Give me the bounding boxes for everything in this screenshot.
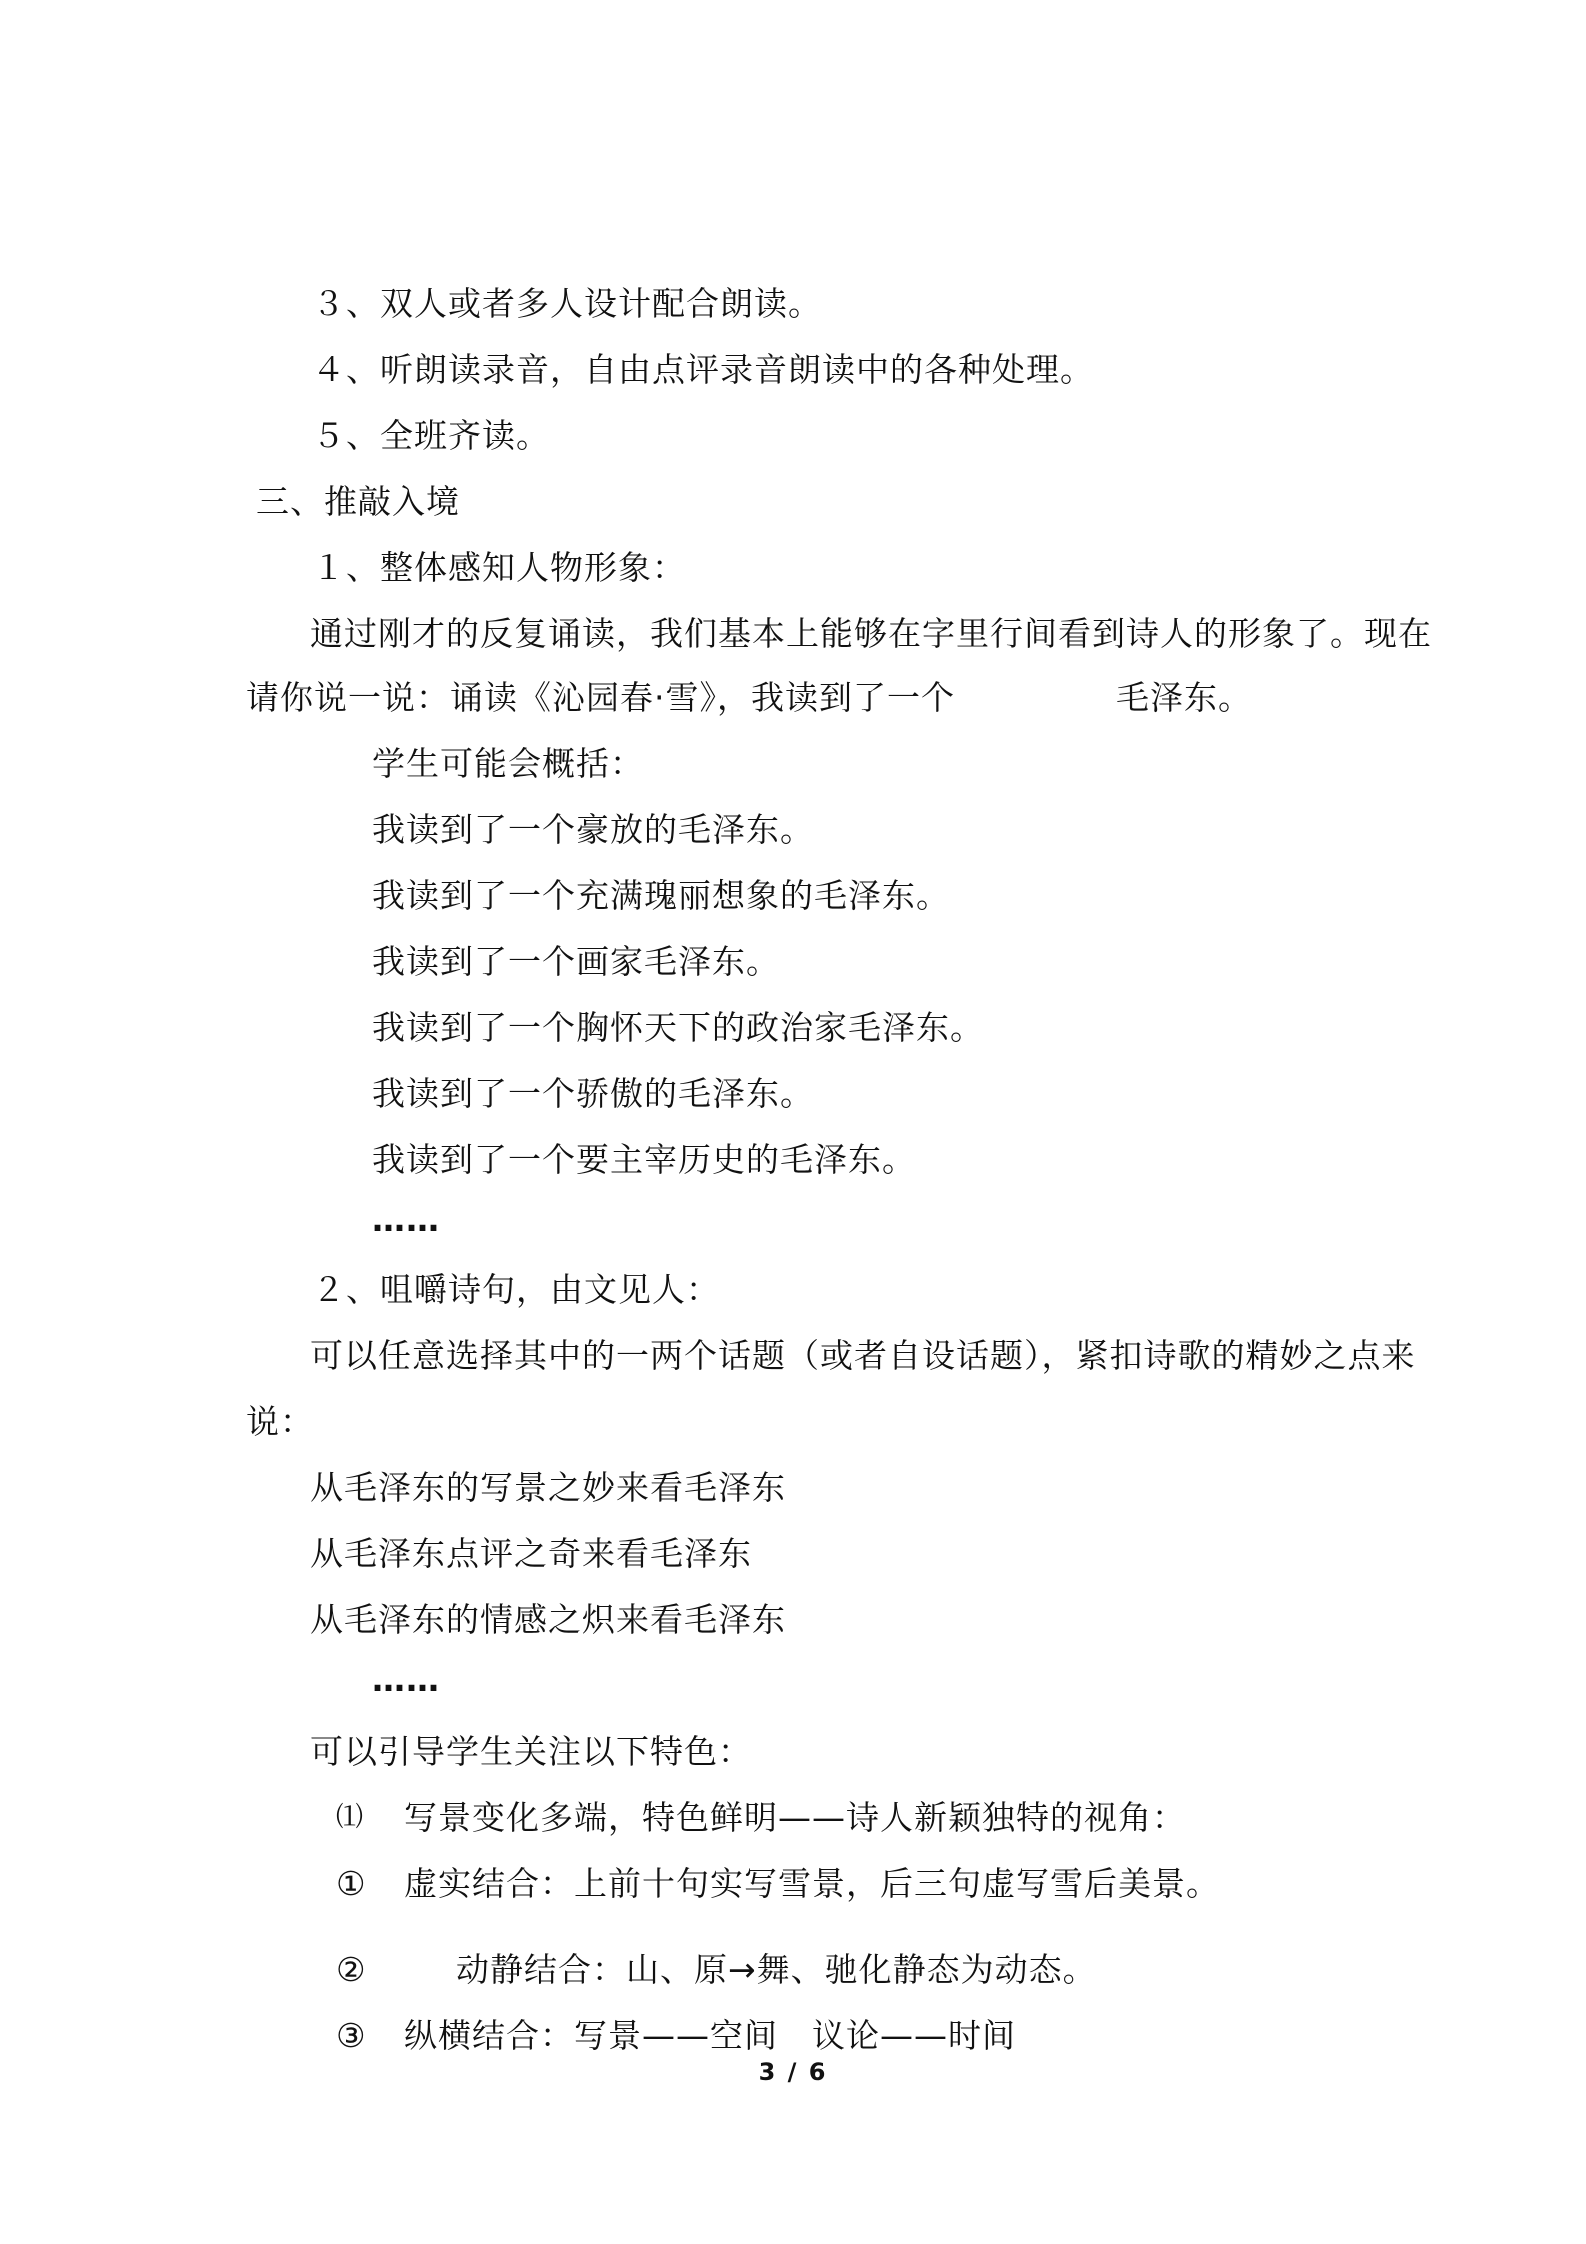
- list-marker: ②: [336, 1950, 367, 1989]
- list-item: 从毛泽东点评之奇来看毛泽东: [310, 1534, 752, 1573]
- page-number: 3 / 6: [758, 2058, 828, 2086]
- list-marker: ①: [336, 1864, 367, 1903]
- list-item: 我读到了一个画家毛泽东。: [372, 942, 780, 981]
- list-item: 我读到了一个豪放的毛泽东。: [372, 810, 814, 849]
- section-heading: 三、推敲入境: [256, 482, 460, 521]
- text-line: 可以任意选择其中的一两个话题（或者自设话题），紧扣诗歌的精妙之点来: [310, 1336, 1416, 1375]
- list-item: 我读到了一个胸怀天下的政治家毛泽东。: [372, 1008, 984, 1047]
- text-line: ５、全班齐读。: [312, 416, 550, 455]
- list-item: 动静结合：山、原→舞、驰化静态为动态。: [456, 1950, 1097, 1989]
- ellipsis: ……: [372, 1200, 440, 1239]
- list-item: 虚实结合：上前十句实写雪景，后三句虚写雪后美景。: [404, 1864, 1220, 1903]
- text-line: ４、听朗读录音，自由点评录音朗读中的各种处理。: [312, 350, 1094, 389]
- text-line: 可以引导学生关注以下特色：: [310, 1732, 752, 1771]
- list-item: 从毛泽东的情感之炽来看毛泽东: [310, 1600, 786, 1639]
- list-item: 我读到了一个骄傲的毛泽东。: [372, 1074, 814, 1113]
- text-line: ３、双人或者多人设计配合朗读。: [312, 284, 822, 323]
- text-line: 毛泽东。: [1116, 678, 1252, 717]
- sub-heading: １、整体感知人物形象：: [312, 548, 686, 587]
- list-marker: ⑴: [336, 1802, 364, 1833]
- text-line: 通过刚才的反复诵读，我们基本上能够在字里行间看到诗人的形象了。现在: [310, 614, 1432, 653]
- text-line: 请你说一说：诵读《沁园春·雪》，我读到了一个: [246, 678, 955, 717]
- list-item: 我读到了一个要主宰历史的毛泽东。: [372, 1140, 916, 1179]
- ellipsis: ……: [372, 1660, 440, 1699]
- text-line: 学生可能会概括：: [372, 744, 644, 783]
- list-item: 写景变化多端，特色鲜明——诗人新颖独特的视角：: [404, 1798, 1186, 1837]
- list-marker: ③: [336, 2016, 367, 2055]
- list-item: 纵横结合：写景——空间 议论——时间: [404, 2016, 1016, 2055]
- sub-heading: ２、咀嚼诗句，由文见人：: [312, 1270, 720, 1309]
- list-item: 我读到了一个充满瑰丽想象的毛泽东。: [372, 876, 950, 915]
- text-line: 说：: [246, 1402, 314, 1441]
- list-item: 从毛泽东的写景之妙来看毛泽东: [310, 1468, 786, 1507]
